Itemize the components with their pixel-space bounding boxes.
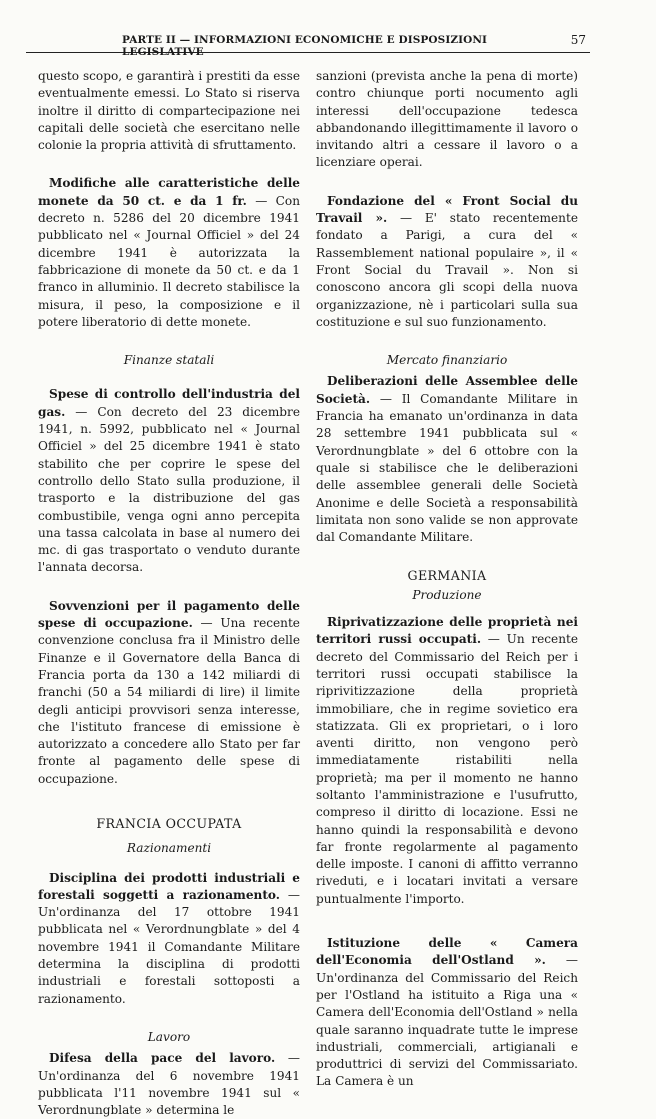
- left-paragraph-2-title: Modifiche alle caratteristiche delle monete da 50 ct. e da 1 fr.: [38, 176, 300, 208]
- left-paragraph-5-body: Un'ordinanza del 17 ottobre 1941 pubblicata nel « Verordnungblate » del 4 novembre 1941 il Comandante Militare determina la disciplina di prodotti industriali e forestali sottoposti a razionamento.: [38, 905, 300, 1006]
- right-paragraph-3-title: Deliberazioni delle Assemblee delle Società.: [316, 374, 578, 406]
- right-paragraph-1: sanzioni (prevista anche la pena di morte) contro chiunque porti nocumento agli interessi dell'occupazione tedesca abbandonando illegittimamente il lavoro o invitando altri a cessare il lavoro o a licenziare operai.: [316, 69, 578, 170]
- subheading-mercato-finanziario: Mercato finanziario: [386, 353, 508, 368]
- left-paragraph-3-title: Spese di controllo dell'industria del gas.: [38, 387, 300, 419]
- left-paragraph-1: questo scopo, e garantirà i prestiti da esse eventualmente emessi. Lo Stato si riserva inoltre il diritto di compartecipazione nei capitali delle società che esercitano nelle colonie la propria attività di sfruttamento.: [38, 69, 300, 153]
- right-paragraph-4-title: Riprivatizzazione delle proprietà nei territori russi occupati.: [316, 615, 578, 647]
- left-paragraph-6-body: Un'ordinanza del 6 novembre 1941 pubblicata l'11 novembre 1941 sul « Verordnungblate » determina le: [38, 1068, 300, 1118]
- left-paragraph-4: Sovvenzioni per il pagamento delle spese di occupazione. — Una recente convenzione conclusa fra il Ministro delle Finanze e il Governatore della Banca di Francia porta da 130 a 142 miliardi di franchi (50 a 54 miliardi di lire) il limite degli anticipi provvisori senza interesse, che l'istituto francese di emissione è autorizzato a concedere allo Stato per far fronte al pagamento delle spese di occupazione.: [38, 598, 300, 786]
- right-paragraph-2-body: E' stato recentemente fondato a Parigi, a cura del « Rassemblement national populaire », il « Front Social du Travail ». Non si conoscono ancora gli scopi della nuova organizzazione, nè i particolari sulla sua costituzione e sul suo funzionamento.: [316, 211, 578, 329]
- left-paragraph-5: Disciplina dei prodotti industriali e forestali soggetti a razionamento. — Un'ordinanza del 17 ottobre 1941 pubblicata nel « Verordnungblate » del 4 novembre 1941 il Comandante Militare determina la disciplina di prodotti industriali e forestali sottoposti a razionamento.: [38, 870, 300, 1006]
- right-paragraph-4: Riprivatizzazione delle proprietà nei territori russi occupati. — Un recente decreto del Commissario del Reich per i territori russi occupati stabilisce la riprivitizzazione della proprietà immobiliare, che in regime sovietico era statizzata. Gli ex proprietari, o i loro aventi diritto, non vengono però immediatamente ristabiliti nella proprietà; ma per il momento ne hanno soltanto l'amministrazione e l'usufrutto, compreso il diritto di locazione. Essi ne hanno quindi la responsabilità e devono far fronte regolarmente al pagamento delle imposte. I canoni di affitto verranno riveduti, e i locatari invitati a versare puntualmente l'importo.: [316, 615, 578, 906]
- right-paragraph-2: Fondazione del « Front Social du Travail ». — E' stato recentemente fondato a Parigi, a cura del « Rassemblement national populaire », il « Front Social du Travail ». Non si conoscono ancora gli scopi della nuova organizzazione, nè i particolari sulla sua costituzione e sul suo funzionamento.: [316, 193, 578, 329]
- right-paragraph-5-body: Un'ordinanza del Commissario del Reich per l'Ostland ha istituito a Riga una « Camera dell'Economia dell'Ostland » nella quale saranno inquadrate tutte le imprese industriali, commerciali, artigianali e produttrici di servizi del Commissariato. La Camera è un: [316, 970, 578, 1089]
- left-paragraph-5-title: Disciplina dei prodotti industriali e forestali soggetti a razionamento.: [38, 870, 300, 902]
- subheading-lavoro: Lavoro: [147, 1029, 191, 1044]
- header-title: PARTE II — INFORMAZIONI ECONOMICHE E DISPOSIZIONI LEGISLATIVE: [122, 34, 488, 58]
- left-paragraph-6-title: Difesa della pace del lavoro.: [49, 1051, 276, 1066]
- right-paragraph-5: Istituzione delle « Camera dell'Economia dell'Ostland ». — Un'ordinanza del Commissario del Reich per l'Ostland ha istituito a Riga una « Camera dell'Economia dell'Ostland » nella quale saranno inquadrate tutte le imprese industriali, commerciali, artigianali e produttrici di servizi del Commissariato. La Camera è un: [316, 936, 578, 1089]
- right-paragraph-2-title: Fondazione del « Front Social du Travail ».: [316, 193, 578, 226]
- right-paragraph-5-title: Istituzione delle « Camera dell'Economia dell'Ostland ».: [316, 936, 578, 968]
- left-paragraph-2-body: Con decreto n. 5286 del 20 dicembre 1941 pubblicato nel « Journal Officiel » del 24 dicembre 1941 è autorizzata la fabbricazione di monete da 50 ct. e da 1 franco in alluminio. Il decreto stabilisce la misura, il peso, la composizione e il potere liberatorio di dette monete.: [38, 193, 300, 329]
- right-paragraph-3-body: Il Comandante Militare in Francia ha emanato un'ordinanza in data 28 settembre 1941 pubblicata sul « Verordnungblate » del 6 ottobre con la quale si stabilisce che le deliberazioni delle assemblee generali delle Società Anonime e delle Società a responsabilità limitata non sono valide se non approvate dal Comandante Militare.: [316, 391, 578, 545]
- left-column: [38, 68, 300, 1119]
- right-column: [316, 68, 578, 1091]
- subheading-finanze-statali: Finanze statali: [123, 353, 215, 368]
- left-paragraph-3: Spese di controllo dell'industria del gas. — Con decreto del 23 dicembre 1941, n. 5992, pubblicato nel « Journal Officiel » del 25 dicembre 1941 è stato stabilito che per coprire le spese del controllo dello Stato sulla produzione, il trasporto e la distribuzione del gas combustibile, venga ogni anno percepita una tassa calcolata in base al numero dei mc. di gas trasportato o venduto durante l'annata decorsa.: [38, 387, 300, 575]
- left-paragraph-6: Difesa della pace del lavoro. — Un'ordinanza del 6 novembre 1941 pubblicata l'11 novembre 1941 sul « Verordnungblate » determina le: [38, 1051, 300, 1118]
- subheading-razionamenti: Razionamenti: [126, 841, 212, 856]
- right-paragraph-3: Deliberazioni delle Assemblee delle Società. — Il Comandante Militare in Francia ha emanato un'ordinanza in data 28 settembre 1941 pubblicata sul « Verordnungblate » del 6 ottobre con la quale si stabilisce che le deliberazioni delle assemblee generali delle Società Anonime e delle Società a responsabilità limitata non sono valide se non approvate dal Comandante Militare.: [316, 374, 578, 545]
- running-header: [26, 33, 590, 58]
- section-heading-francia-occupata: FRANCIA OCCUPATA: [96, 815, 242, 831]
- right-paragraph-4-body: Un recente decreto del Commissario del Reich per i territori russi occupati stabilisce la riprivitizzazione della proprietà immobiliare, che in regime sovietico era statizzata. Gli ex proprietari, o i loro aventi diritto, non vengono però immediatamente ristabiliti nella proprietà; ma per il momento ne hanno soltanto l'amministrazione e l'usufrutto, compreso il diritto di locazione. Essi ne hanno quindi la responsabilità e devono far fronte regolarmente al pagamento delle imposte. I canoni di affitto verranno riveduti, e i locatari invitati a versare puntualmente l'importo.: [316, 632, 578, 906]
- left-paragraph-4-body: Una recente convenzione conclusa fra il Ministro delle Finanze e il Governatore della Banca di Francia porta da 130 a 142 miliardi di franchi (50 a 54 miliardi di lire) il limite degli anticipi provvisori senza interesse, che l'istituto francese di emissione è autorizzato a concedere allo Stato per far fronte al pagamento delle spese di occupazione.: [38, 616, 300, 786]
- subheading-produzione: Produzione: [412, 587, 482, 602]
- left-paragraph-3-body: Con decreto del 23 dicembre 1941, n. 5992, pubblicato nel « Journal Officiel » del 25 dicembre 1941 è stato stabilito che per coprire le spese del controllo dello Stato sulla produzione, il trasporto e la distribuzione del gas combustibile, venga ogni anno percepita una tassa calcolata in base al numero dei mc. di gas trasportato o venduto durante l'annata decorsa.: [38, 404, 300, 575]
- left-paragraph-4-title: Sovvenzioni per il pagamento delle spese di occupazione.: [38, 598, 300, 631]
- section-heading-germania: GERMANIA: [407, 568, 487, 584]
- left-paragraph-2: Modifiche alle caratteristiche delle monete da 50 ct. e da 1 fr. — Con decreto n. 5286 del 20 dicembre 1941 pubblicato nel « Journal Officiel » del 24 dicembre 1941 è autorizzata la fabbricazione di monete da 50 ct. e da 1 franco in alluminio. Il decreto stabilisce la misura, il peso, la composizione e il potere liberatorio di dette monete.: [38, 176, 300, 329]
- page-number: 57: [570, 33, 586, 47]
